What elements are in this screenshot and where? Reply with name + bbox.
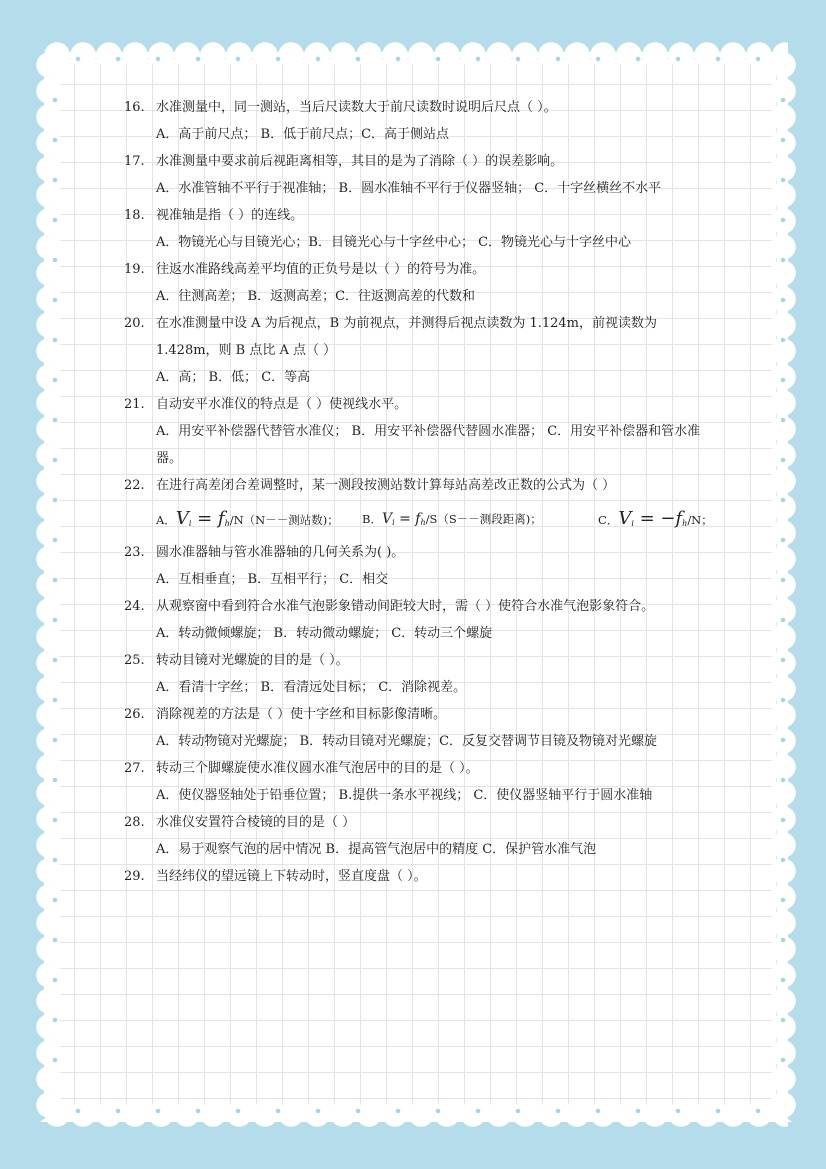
question-number: 29. <box>124 869 145 884</box>
question-24 <box>124 593 714 620</box>
question-29 <box>124 863 714 890</box>
question-number: 17. <box>124 154 145 169</box>
question-number: 18. <box>124 208 145 223</box>
question-26 <box>124 701 714 728</box>
question-25 <box>124 647 714 674</box>
formula-v: V <box>618 508 632 529</box>
formula-sub: i <box>631 519 634 528</box>
question-options: A．转动微倾螺旋； B．转动微动螺旋； C．转动三个螺旋 <box>156 626 493 641</box>
question-options: A．用安平补偿器代替管水准仪； B．用安平补偿器代替圆水准器； C．用安平补偿器和管水准器。 <box>156 424 701 466</box>
question-text: 消除视差的方法是（ ）使十字丝和目标影像清晰。 <box>156 707 447 722</box>
formula-v: V <box>381 511 393 527</box>
question-19 <box>124 256 714 283</box>
question-22 <box>124 472 714 499</box>
question-list <box>124 94 714 890</box>
question-text: 在水准测量中设 A 为后视点，B 为前视点，并测得后视点读数为 1.124m，前视读数为 1.428m，则 B 点比 A 点（ ） <box>156 316 658 358</box>
question-options: A．高； B．低； C．等高 <box>156 370 311 385</box>
question-20 <box>124 310 714 364</box>
formula-sub: i <box>188 519 192 528</box>
question-options: A．看清十字丝； B．看清远处目标； C．消除视差。 <box>156 680 467 695</box>
question-text: 水准测量中，同一测站，当后尺读数大于前尺读数时说明后尺点（ ）。 <box>156 100 557 115</box>
question-options: A．易于观察气泡的居中情况 B．提高管气泡居中的精度 C．保护管水准气泡 <box>156 842 597 857</box>
question-28 <box>124 809 714 836</box>
formula-c <box>598 499 713 539</box>
formula-label: A． <box>156 513 176 527</box>
formula-label: B． <box>362 512 382 526</box>
question-number: 16. <box>124 100 145 115</box>
question-text: 转动三个脚螺旋使水准仪圆水准气泡居中的目的是（ ）。 <box>156 761 479 776</box>
question-number: 24. <box>124 599 145 614</box>
question-options: A．物镜光心与目镜光心；B．目镜光心与十字丝中心； C．物镜光心与十字丝中心 <box>156 235 632 250</box>
scallop-border-right <box>770 52 796 1122</box>
question-number: 25. <box>124 653 145 668</box>
question-27 <box>124 755 714 782</box>
scallop-border-bottom <box>44 1101 788 1127</box>
question-text: 自动安平水准仪的特点是（ ）使视线水平。 <box>156 397 408 412</box>
question-options: A．往测高差； B．返测高差；C．往返测高差的代数和 <box>156 289 476 304</box>
question-number: 22. <box>124 478 145 493</box>
question-options: A．使仪器竖轴处于铅垂位置； B.提供一条水平视线； C．使仪器竖轴平行于圆水准轴 <box>156 788 653 803</box>
question-text: 水准仪安置符合棱镜的目的是（ ） <box>156 815 356 830</box>
question-23 <box>124 539 714 566</box>
question-options: A．水准管轴不平行于视准轴； B．圆水准轴不平行于仪器竖轴； C．十字丝横丝不水平 <box>156 181 662 196</box>
formula-rest: /N（N－－测站数)； <box>229 513 339 527</box>
formula-sub: i <box>392 518 395 527</box>
question-options: A．高于前尺点； B．低于前尺点；C．高于侧站点 <box>156 127 450 142</box>
question-number: 21. <box>124 397 145 412</box>
formula-rest: /S（S－－测段距离)； <box>425 512 542 526</box>
formula-b <box>362 499 598 539</box>
formula-sub: h <box>420 518 426 527</box>
question-number: 19. <box>124 262 145 277</box>
question-17 <box>124 148 714 175</box>
question-options: A．转动物镜对光螺旋； B．转动目镜对光螺旋；C．反复交替调节目镜及物镜对光螺旋 <box>156 734 658 749</box>
formula-eq: = − <box>633 508 676 529</box>
question-text: 圆水准器轴与管水准器轴的几何关系为( )。 <box>156 545 405 560</box>
question-number: 23. <box>124 545 145 560</box>
question-text: 转动目镜对光螺旋的目的是（ ）。 <box>156 653 349 668</box>
question-text: 水准测量中要求前后视距离相等，其目的是为了消除（ ）的误差影响。 <box>156 154 564 169</box>
formula-sub: h <box>224 519 230 528</box>
question-text: 在进行高差闭合差调整时，某一测段按测站数计算每站高差改正数的公式为（ ） <box>156 478 616 493</box>
question-18 <box>124 202 714 229</box>
question-text: 往返水准路线高差平均值的正负号是以（ ）的符号为准。 <box>156 262 486 277</box>
scallop-border-left <box>36 52 62 1122</box>
formula-f: f <box>217 508 225 529</box>
formula-options <box>156 499 714 539</box>
formula-f: f <box>415 511 421 527</box>
question-options: A．互相垂直； B．互相平行； C．相交 <box>156 572 389 587</box>
formula-f: f <box>675 508 683 529</box>
question-16 <box>124 94 714 121</box>
formula-eq: = <box>394 511 416 527</box>
question-text: 当经纬仪的望远镜上下转动时，竖直度盘（ ）。 <box>156 869 427 884</box>
question-text: 从观察窗中看到符合水准气泡影象错动间距较大时，需（ ）使符合水准气泡影象符合。 <box>156 599 655 614</box>
question-number: 27. <box>124 761 145 776</box>
question-text: 视准轴是指（ ）的连线。 <box>156 208 304 223</box>
formula-v: V <box>175 508 189 529</box>
formula-a <box>156 499 362 539</box>
question-number: 26. <box>124 707 145 722</box>
question-number: 20. <box>124 316 145 331</box>
scallop-border-top <box>44 42 788 68</box>
formula-sub: h <box>682 519 688 528</box>
question-21 <box>124 391 714 418</box>
formula-label: C． <box>598 513 619 527</box>
formula-eq: = <box>191 508 218 529</box>
question-number: 28. <box>124 815 145 830</box>
formula-rest: /N； <box>687 513 713 527</box>
